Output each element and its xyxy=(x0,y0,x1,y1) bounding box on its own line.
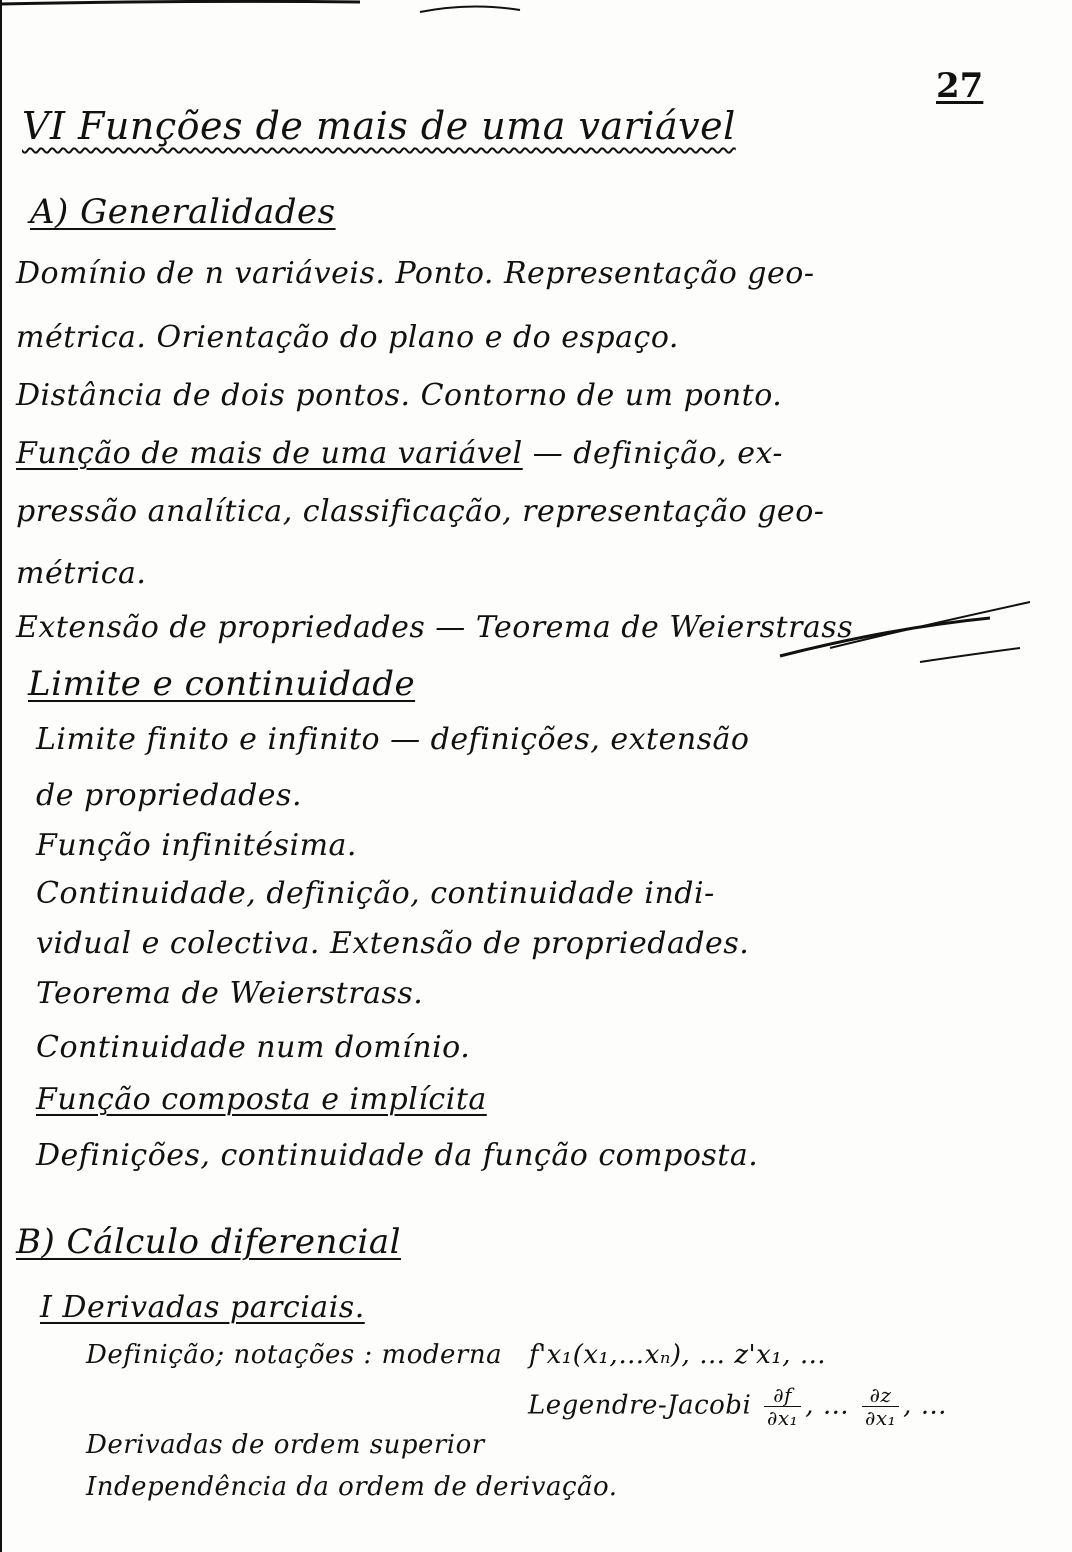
section-b-heading xyxy=(16,1222,401,1262)
frac-numerator: ∂f xyxy=(764,1384,801,1407)
text-line: vidual e colectiva. Extensão de propriedades. xyxy=(36,926,750,961)
text-line: Limite finito e infinito — definições, extensão xyxy=(36,722,750,757)
extensao-line: Extensão de propriedades — Teorema de Weierstrass xyxy=(16,610,854,645)
derivadas-parciais-text: I Derivadas parciais. xyxy=(40,1290,365,1325)
ellipsis: , … xyxy=(805,1390,850,1421)
text-line: de propriedades. xyxy=(36,778,302,813)
page-number: 27 xyxy=(936,66,984,106)
text-line: Função infinitésima. xyxy=(36,828,357,863)
text-line: métrica. Orientação do plano e do espaço. xyxy=(16,320,679,355)
notation-legendre-label: Legendre-Jacobi xyxy=(528,1390,752,1421)
crossed-out-scribble xyxy=(770,598,1040,678)
page-top-edge-mark xyxy=(0,0,1072,20)
text-line: Distância de dois pontos. Contorno de um ponto. xyxy=(16,378,783,413)
function-definition-line xyxy=(16,436,783,471)
notation-legendre-line xyxy=(528,1384,947,1429)
text-line: métrica. xyxy=(16,556,147,591)
function-lead-tail: — definição, ex- xyxy=(522,436,783,471)
partial-derivative-z xyxy=(862,1384,899,1429)
definition-notation-line xyxy=(86,1340,826,1370)
text-line: Teorema de Weierstrass. xyxy=(36,976,424,1011)
text-line: Derivadas de ordem superior xyxy=(86,1430,485,1460)
frac-denominator: ∂x₁ xyxy=(767,1406,799,1430)
text-line: Independência da ordem de derivação. xyxy=(86,1472,618,1502)
text-line: Domínio de n variáveis. Ponto. Representação geo- xyxy=(16,256,815,291)
text-line: pressão analítica, classificação, representação geo- xyxy=(16,494,825,529)
function-lead-underlined: Função de mais de uma variável xyxy=(16,436,523,471)
derivadas-parciais-heading xyxy=(40,1290,365,1325)
partial-derivative-f xyxy=(764,1384,801,1429)
page-title: VI Funções de mais de uma variável xyxy=(22,104,736,148)
text-line: Continuidade num domínio. xyxy=(36,1030,471,1065)
ellipsis: , … xyxy=(903,1390,948,1421)
limite-heading xyxy=(28,664,415,704)
section-a-heading-text: A) Generalidades xyxy=(30,192,336,232)
limite-heading-text: Limite e continuidade xyxy=(28,664,416,704)
composta-heading-text: Função composta e implícita xyxy=(36,1082,487,1117)
notation-moderna-label: : moderna xyxy=(363,1340,503,1370)
section-a-heading xyxy=(30,192,336,232)
notation-moderna-expr: f'x₁(x₁,…xₙ), … z'x₁, … xyxy=(528,1340,827,1370)
frac-numerator: ∂z xyxy=(862,1384,899,1407)
composta-heading xyxy=(36,1082,487,1117)
section-b-heading-text: B) Cálculo diferencial xyxy=(16,1222,401,1262)
frac-denominator: ∂x₁ xyxy=(864,1406,897,1430)
text-line: Definições, continuidade da função composta. xyxy=(36,1138,759,1173)
text-line: Continuidade, definição, continuidade indi- xyxy=(36,876,715,911)
definition-lead: Definição; notações xyxy=(86,1340,355,1370)
